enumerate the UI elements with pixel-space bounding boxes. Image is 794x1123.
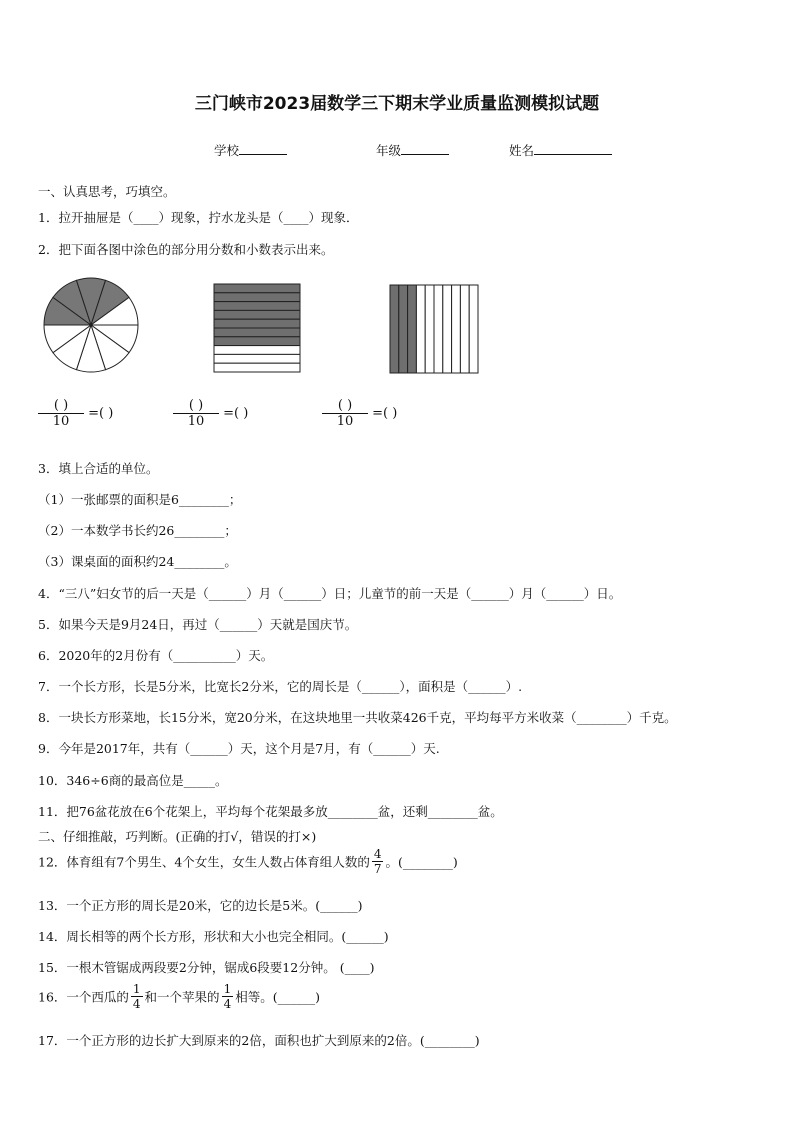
question-3-2: （2）一本数学书长约26________；: [38, 523, 237, 538]
question-1: 1．拉开抽屉是（____）现象，拧水龙头是（____）现象．: [38, 210, 359, 225]
stripe: [434, 285, 443, 373]
vertical-stripes-figure: [388, 283, 480, 375]
decimal-blank[interactable]: =( ): [372, 406, 398, 421]
question-12-text: 12．体育组有7个男生、4个女生，女生人数占体育组人数的: [38, 854, 370, 870]
shaded-stripe: [390, 285, 399, 373]
school-field: [214, 141, 287, 159]
fraction-answer-1: [38, 398, 113, 429]
horizontal-stripes-figure: [213, 283, 301, 373]
fraction-answer-3: [322, 398, 397, 429]
section-2-heading: 二、仔细推敲，巧判断。(正确的打√，错误的打×): [38, 829, 317, 844]
circle-figure: [42, 276, 140, 374]
name-label: 姓名: [509, 143, 535, 158]
question-11: 11．把76盆花放在6个花架上，平均每个花架最多放________盆，还剩________盆。: [38, 804, 503, 819]
fraction-numerator-blank[interactable]: ( ): [38, 398, 84, 414]
shaded-stripe: [214, 319, 300, 328]
stripe: [214, 346, 300, 355]
fraction-numerator: 1: [132, 982, 141, 996]
question-2: 2．把下面各图中涂色的部分用分数和小数表示出来。: [38, 242, 334, 257]
shaded-stripe: [408, 285, 417, 373]
school-label: 学校: [214, 143, 240, 158]
fraction-denominator: 7: [373, 862, 382, 876]
name-blank[interactable]: [534, 142, 612, 155]
grade-field: [376, 141, 449, 159]
section-1-heading: 一、认真思考，巧填空。: [38, 184, 176, 199]
fraction-denominator: 10: [336, 414, 354, 429]
decimal-blank[interactable]: =( ): [223, 406, 249, 421]
question-9: 9．今年是2017年，共有（______）天，这个月是7月，有（______）天.: [38, 741, 440, 756]
question-4: 4．“三八”妇女节的后一天是（______）月（______）日；儿童节的前一天是（______）月（______）日。: [38, 586, 622, 601]
question-6: 6．2020年的2月份有（__________）天。: [38, 648, 274, 663]
question-16-answer: 相等。(______): [235, 989, 320, 1005]
school-blank[interactable]: [239, 142, 287, 155]
fraction-1-4: [222, 982, 234, 1011]
shaded-stripe: [214, 293, 300, 302]
fraction-answer-2: [173, 398, 248, 429]
stripe: [416, 285, 425, 373]
question-13: 13．一个正方形的周长是20米，它的边长是5米。(______): [38, 898, 363, 913]
fraction-numerator-blank[interactable]: ( ): [173, 398, 219, 414]
fraction-1-4: [131, 982, 143, 1011]
stripe: [469, 285, 478, 373]
stripe: [214, 354, 300, 363]
question-5: 5．如果今天是9月24日，再过（______）天就是国庆节。: [38, 617, 358, 632]
fraction-denominator: 4: [132, 997, 141, 1011]
question-17: 17．一个正方形的边长扩大到原来的2倍，面积也扩大到原来的2倍。(________): [38, 1033, 480, 1048]
question-7: 7．一个长方形，长是5分米，比宽长2分米，它的周长是（______），面积是（______）.: [38, 679, 523, 694]
shaded-stripe: [214, 302, 300, 311]
decimal-blank[interactable]: =( ): [88, 406, 114, 421]
fraction-numerator-blank[interactable]: ( ): [322, 398, 368, 414]
fraction-denominator: 10: [187, 414, 205, 429]
shaded-stripe: [399, 285, 408, 373]
question-10: 10．346÷6商的最高位是_____。: [38, 773, 228, 788]
question-8: 8．一块长方形菜地，长15分米，宽20分米，在这块地里一共收菜426千克，平均每平方米收菜（________）千克。: [38, 710, 677, 725]
grade-label: 年级: [376, 143, 402, 158]
question-12-answer: 。(________): [385, 854, 458, 870]
shaded-stripe: [214, 337, 300, 346]
question-3-3: （3）课桌面的面积约24________。: [38, 554, 237, 569]
question-14: 14．周长相等的两个长方形，形状和大小也完全相同。(______): [38, 929, 389, 944]
question-16-middle: 和一个苹果的: [144, 989, 220, 1005]
shaded-stripe: [214, 328, 300, 337]
question-3-1: （1）一张邮票的面积是6________；: [38, 492, 242, 507]
question-3: 3．填上合适的单位。: [38, 461, 159, 476]
shaded-stripe: [214, 310, 300, 319]
fraction-4-7: [372, 847, 384, 876]
grade-blank[interactable]: [401, 142, 449, 155]
question-12: [38, 847, 458, 876]
question-16-text: 16．一个西瓜的: [38, 989, 129, 1005]
shaded-stripe: [214, 284, 300, 293]
name-field: [509, 141, 612, 159]
stripe: [214, 363, 300, 372]
stripe: [452, 285, 461, 373]
stripe: [443, 285, 452, 373]
fraction-numerator: 4: [373, 847, 382, 861]
page-title: 三门峡市2023届数学三下期末学业质量监测模拟试题: [194, 94, 600, 114]
question-15: 15．一根木管锯成两段要2分钟，锯成6段要12分钟。 (____): [38, 960, 375, 975]
stripe: [425, 285, 434, 373]
fraction-numerator: 1: [223, 982, 232, 996]
stripe: [460, 285, 469, 373]
question-16: [38, 982, 320, 1011]
fraction-denominator: 10: [52, 414, 70, 429]
fraction-denominator: 4: [223, 997, 232, 1011]
